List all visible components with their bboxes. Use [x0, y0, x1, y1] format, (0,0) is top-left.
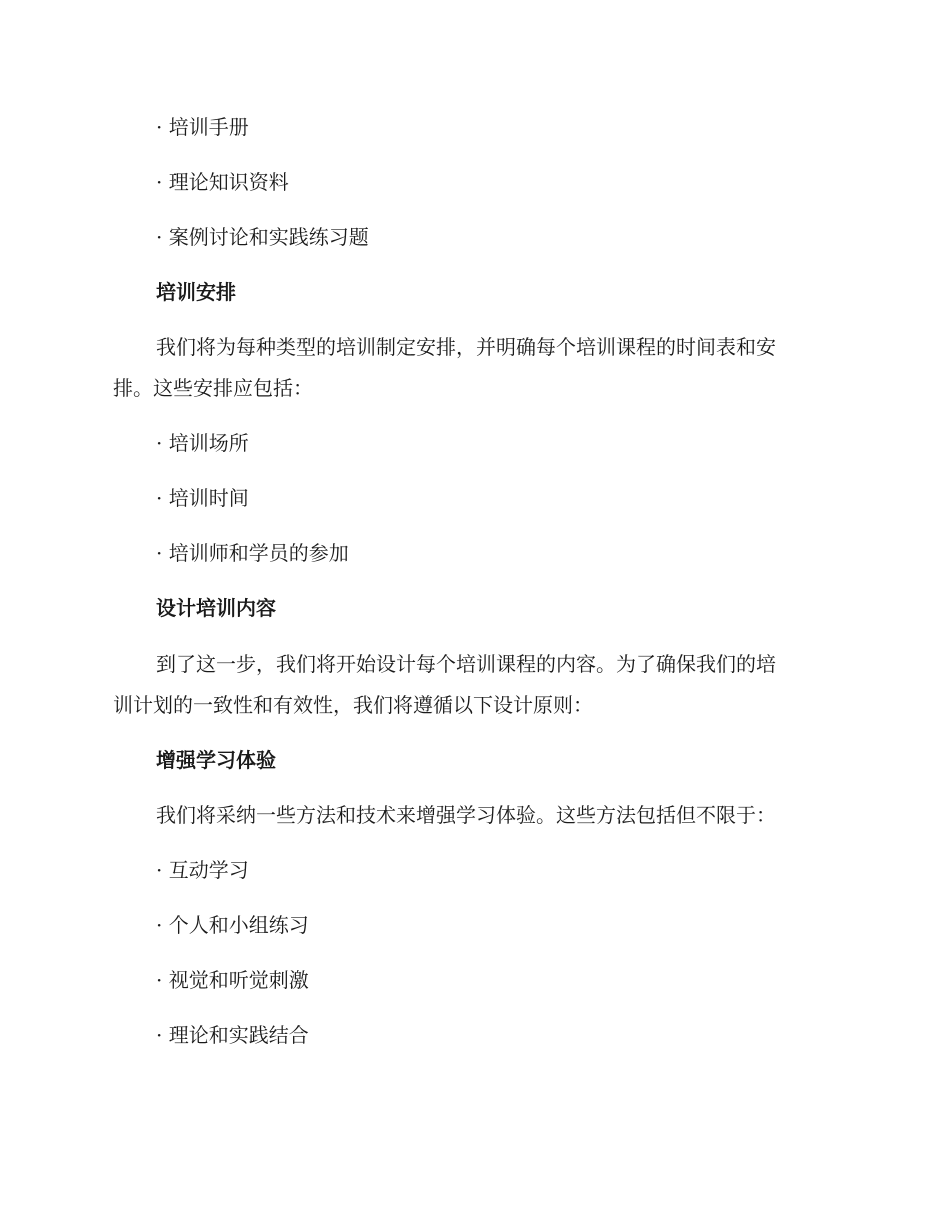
list-item: · 理论知识资料: [156, 170, 289, 194]
list-item: · 培训时间: [156, 486, 249, 510]
list-item: · 培训场所: [156, 431, 249, 455]
paragraph-line: 我们将为每种类型的培训制定安排，并明确每个培训课程的时间表和安: [156, 335, 776, 359]
list-item: · 培训师和学员的参加: [156, 541, 349, 565]
paragraph-line: 到了这一步，我们将开始设计每个培训课程的内容。为了确保我们的培: [156, 652, 776, 676]
section-heading: 培训安排: [156, 280, 236, 304]
section-heading: 设计培训内容: [156, 596, 276, 620]
list-item: · 互动学习: [156, 858, 249, 882]
list-item: · 培训手册: [156, 115, 249, 139]
paragraph-line: 我们将采纳一些方法和技术来增强学习体验。这些方法包括但不限于：: [156, 803, 776, 827]
paragraph-line: 排。这些安排应包括：: [113, 376, 313, 400]
list-item: · 案例讨论和实践练习题: [156, 225, 369, 249]
list-item: · 理论和实践结合: [156, 1023, 309, 1047]
list-item: · 视觉和听觉刺激: [156, 968, 309, 992]
paragraph-line: 训计划的一致性和有效性，我们将遵循以下设计原则：: [113, 693, 593, 717]
list-item: · 个人和小组练习: [156, 913, 309, 937]
section-heading: 增强学习体验: [156, 748, 276, 772]
